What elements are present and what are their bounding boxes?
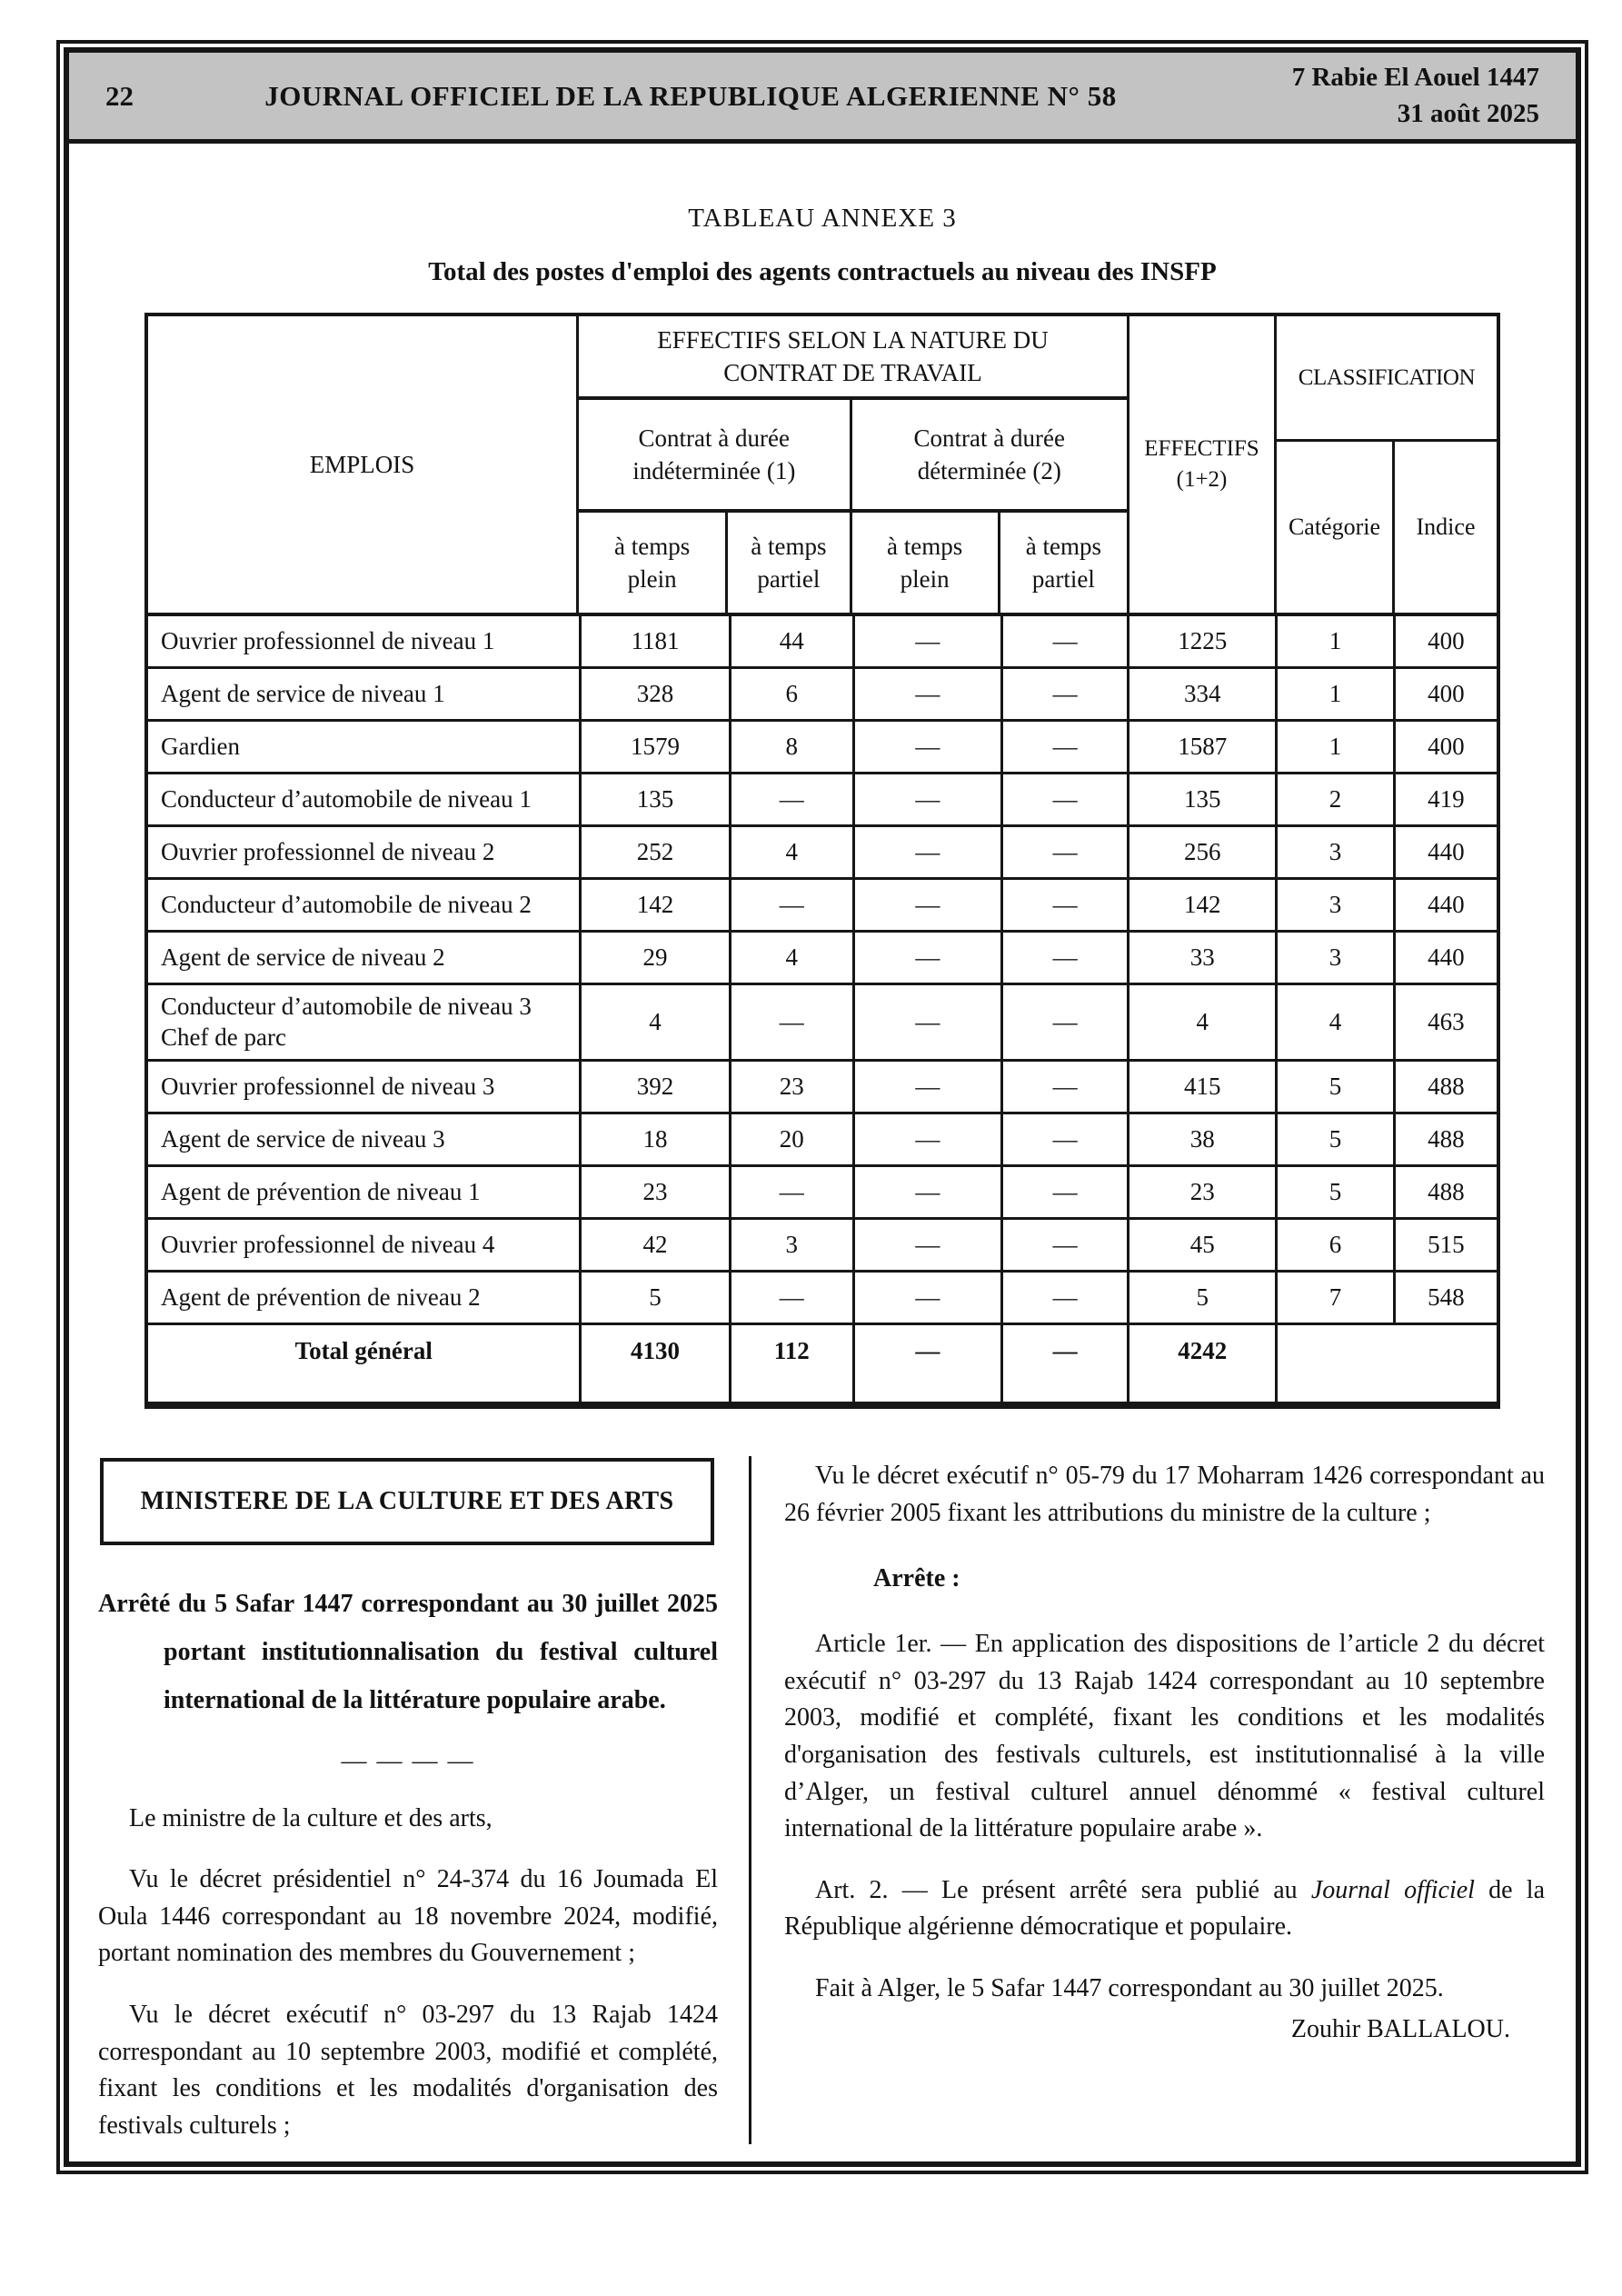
cell-effectifs: 33 bbox=[1129, 933, 1278, 983]
col-header-cdi-partiel: à temps partiel bbox=[728, 513, 851, 613]
cell-indice: 440 bbox=[1428, 837, 1465, 865]
cell-indice: 548 bbox=[1428, 1283, 1465, 1311]
cell-cdd-plein: — bbox=[855, 1167, 1003, 1217]
cell-cdi-plein: 23 bbox=[582, 1167, 731, 1217]
cell-effectifs: 256 bbox=[1129, 827, 1278, 877]
cell-total-effectifs: 4242 bbox=[1129, 1325, 1278, 1402]
cell-categorie: 1 bbox=[1278, 616, 1395, 666]
table-row bbox=[148, 1114, 1497, 1167]
cell-emploi: Ouvrier professionnel de niveau 2 bbox=[148, 827, 582, 877]
cell-cdd-partiel: — bbox=[1003, 669, 1129, 719]
cell-emploi: Agent de prévention de niveau 1 bbox=[148, 1167, 582, 1217]
header-dates bbox=[1139, 60, 1539, 131]
cell-categorie: 3 bbox=[1278, 880, 1395, 930]
cell-categorie: 5 bbox=[1278, 1062, 1395, 1112]
journal-header bbox=[69, 53, 1576, 144]
date-hijri: 7 Rabie El Aouel 1447 bbox=[1291, 63, 1539, 93]
page-number: 22 bbox=[105, 79, 134, 112]
cell-effectifs: 142 bbox=[1129, 880, 1278, 930]
cell-cdd-plein: — bbox=[855, 1114, 1003, 1164]
cell-total-cdd-plein: — bbox=[855, 1325, 1003, 1402]
cell-categorie: 2 bbox=[1278, 774, 1395, 824]
cell-cdd-partiel: — bbox=[1003, 616, 1129, 666]
cell-categorie: 5 bbox=[1278, 1167, 1395, 1217]
cell-emploi: Agent de service de niveau 3 bbox=[148, 1114, 582, 1164]
table-row bbox=[148, 827, 1497, 880]
page-frame-inner bbox=[64, 47, 1581, 2167]
journal-officiel-italic: Journal officiel bbox=[1310, 1875, 1475, 1904]
cell-indice: 400 bbox=[1428, 732, 1465, 760]
cell-effectifs: 415 bbox=[1129, 1062, 1278, 1112]
cell-cdi-partiel: 4 bbox=[731, 933, 855, 983]
cell-emploi: Agent de service de niveau 1 bbox=[148, 669, 582, 719]
col-header-cdi-plein: à temps plein bbox=[579, 513, 728, 613]
cell-cdi-partiel: — bbox=[731, 1273, 855, 1323]
cell-emploi: Gardien bbox=[148, 722, 582, 772]
cell-cdd-plein: — bbox=[855, 880, 1003, 930]
article-2-suffix: de la République algérienne démocratique et populaire. bbox=[784, 1875, 1546, 1942]
cell-emploi: Ouvrier professionnel de niveau 1 bbox=[148, 616, 582, 666]
cell-effectifs: 38 bbox=[1129, 1114, 1278, 1164]
cell-cdi-plein: 18 bbox=[582, 1114, 731, 1164]
cell-effectifs: 5 bbox=[1129, 1273, 1278, 1323]
col-header-cdd-partiel: à temps partiel bbox=[1025, 532, 1101, 593]
col-header-temps-row bbox=[579, 513, 1127, 613]
col-header-cdi: Contrat à durée indéterminée (1) bbox=[579, 400, 852, 509]
cell-total-label: Total général bbox=[148, 1325, 582, 1402]
cell-emploi: Ouvrier professionnel de niveau 4 bbox=[148, 1220, 582, 1270]
effectifs-table bbox=[144, 313, 1500, 1409]
col-header-categorie: Catégorie bbox=[1277, 442, 1395, 613]
paragraph-decret-executif-05-79: Vu le décret exécutif n° 05-79 du 17 Moharram 1426 correspondant au 26 février 2005 fixant les attributions du ministre de la culture ; bbox=[784, 1462, 1545, 1527]
cell-categorie: 1 bbox=[1278, 722, 1395, 772]
signature: Zouhir BALLALOU. bbox=[1290, 2014, 1510, 2043]
cell-cdi-plein: 42 bbox=[582, 1220, 731, 1270]
table-row bbox=[148, 774, 1497, 827]
cell-cdd-partiel: — bbox=[1003, 985, 1129, 1059]
cell-effectifs: 1587 bbox=[1129, 722, 1278, 772]
article-2-prefix: Art. 2. — Le présent arrêté sera publié au bbox=[815, 1875, 1311, 1904]
cell-effectifs: 135 bbox=[1129, 774, 1278, 824]
cell-effectifs: 334 bbox=[1129, 669, 1278, 719]
cell-cdi-partiel: 6 bbox=[731, 669, 855, 719]
cell-effectifs: 4 bbox=[1129, 985, 1278, 1059]
cell-cdd-partiel: — bbox=[1003, 722, 1129, 772]
cell-indice: 463 bbox=[1428, 1007, 1465, 1035]
cell-cdi-plein: 4 bbox=[582, 985, 731, 1059]
cell-cdd-plein: — bbox=[855, 774, 1003, 824]
table-row bbox=[148, 1167, 1497, 1220]
cell-total-cdd-partiel: — bbox=[1003, 1325, 1129, 1402]
cell-cdi-partiel: — bbox=[731, 985, 855, 1059]
paragraph-article-2 bbox=[784, 1872, 1545, 1946]
cell-cdd-plein: — bbox=[855, 933, 1003, 983]
cell-categorie: 3 bbox=[1278, 827, 1395, 877]
col-header-emplois: EMPLOIS bbox=[148, 316, 579, 613]
cell-cdi-plein: 5 bbox=[582, 1273, 731, 1323]
table-header bbox=[148, 316, 1497, 616]
cell-total-cdi-plein: 4130 bbox=[582, 1325, 731, 1402]
cell-cdd-partiel: — bbox=[1003, 774, 1129, 824]
cell-emploi: Conducteur d’automobile de niveau 3 Chef de parc bbox=[148, 985, 582, 1059]
cell-emploi: Agent de service de niveau 2 bbox=[148, 933, 582, 983]
cell-indice: 488 bbox=[1428, 1072, 1465, 1100]
table-row bbox=[148, 1220, 1497, 1273]
cell-cdd-partiel: — bbox=[1003, 1114, 1129, 1164]
paragraph-decret-presidentiel: Vu le décret présidentiel n° 24-374 du 16 Joumada El Oula 1446 correspondant au 18 novembre 2024, modifié, portant nomination des membres du Gouvernement ; bbox=[98, 1865, 718, 1968]
cell-indice: 488 bbox=[1428, 1177, 1465, 1205]
arrete-heading: Arrête : bbox=[873, 1564, 960, 1593]
cell-cdi-plein: 135 bbox=[582, 774, 731, 824]
cell-categorie: 7 bbox=[1278, 1273, 1395, 1323]
table-row bbox=[148, 616, 1497, 669]
cell-cdd-plein: — bbox=[855, 985, 1003, 1059]
arrete-title: Arrêté du 5 Safar 1447 correspondant au 30 juillet 2025 portant institutionnalisation du festival culturel international de la littérature populaire arabe. bbox=[98, 1590, 718, 1715]
cell-cdi-partiel: 20 bbox=[731, 1114, 855, 1164]
cell-categorie: 1 bbox=[1278, 669, 1395, 719]
cell-indice: 488 bbox=[1428, 1124, 1465, 1153]
cell-cdi-partiel: — bbox=[731, 1167, 855, 1217]
cell-cdd-plein: — bbox=[855, 616, 1003, 666]
col-header-effectifs bbox=[1129, 316, 1277, 613]
cell-indice: 419 bbox=[1428, 784, 1465, 813]
cell-cdd-plein: — bbox=[855, 1273, 1003, 1323]
paragraph-decret-executif-03-297: Vu le décret exécutif n° 03-297 du 13 Rajab 1424 correspondant au 10 septembre 2003, modifié et complété, fixant les conditions et les modalités d'organisation des festivals culturels ; bbox=[98, 2000, 718, 2140]
cell-cdd-plein: — bbox=[855, 1062, 1003, 1112]
cell-effectifs: 23 bbox=[1129, 1167, 1278, 1217]
ministry-box: MINISTERE DE LA CULTURE ET DES ARTS bbox=[100, 1458, 714, 1545]
cell-categorie: 6 bbox=[1278, 1220, 1395, 1270]
cell-cdi-plein: 142 bbox=[582, 880, 731, 930]
cell-cdd-partiel: — bbox=[1003, 880, 1129, 930]
paragraph-ministre: Le ministre de la culture et des arts, bbox=[129, 1803, 493, 1832]
cell-cdi-partiel: 8 bbox=[731, 722, 855, 772]
cell-cdd-partiel: — bbox=[1003, 933, 1129, 983]
cell-cdi-partiel: 23 bbox=[731, 1062, 855, 1112]
cell-effectifs: 45 bbox=[1129, 1220, 1278, 1270]
cell-total-cdi-partiel: 112 bbox=[731, 1325, 855, 1402]
cell-cdi-plein: 1181 bbox=[582, 616, 731, 666]
col-header-effectifs-sub: (1+2) bbox=[1176, 467, 1228, 492]
total-row bbox=[148, 1325, 1497, 1402]
table-row bbox=[148, 1273, 1497, 1325]
cell-cdd-plein: — bbox=[855, 827, 1003, 877]
cell-cdi-partiel: — bbox=[731, 774, 855, 824]
paragraph-article-1: Article 1er. — En application des dispositions de l’article 2 du décret exécutif n° 03-297 du 13 Rajab 1424 correspondant au 10 septembre 2003, modifié et complété, fixant les conditions et les modalités d'organisation des festivals culturels, est institutionnalisé à la ville d’Alger, un festival culturel annuel dénommé « festival culturel international de la littérature populaire arabe ». bbox=[784, 1630, 1545, 1843]
col-header-effectifs-label: EFFECTIFS bbox=[1144, 436, 1259, 462]
cell-cdd-partiel: — bbox=[1003, 827, 1129, 877]
cell-cdi-plein: 328 bbox=[582, 669, 731, 719]
journal-title: JOURNAL OFFICIEL DE LA REPUBLIQUE ALGERIENNE N° 58 bbox=[264, 79, 1117, 112]
cell-categorie: 5 bbox=[1278, 1114, 1395, 1164]
cell-indice: 515 bbox=[1428, 1230, 1465, 1258]
table-row bbox=[148, 722, 1497, 774]
cell-emploi: Ouvrier professionnel de niveau 3 bbox=[148, 1062, 582, 1112]
decree-section bbox=[85, 1456, 1559, 2144]
col-header-classification-sub bbox=[1277, 442, 1497, 613]
cell-cdd-plein: — bbox=[855, 669, 1003, 719]
col-header-cdd-plein: à temps plein bbox=[852, 513, 1000, 613]
cell-cdd-partiel: — bbox=[1003, 1062, 1129, 1112]
cell-emploi: Agent de prévention de niveau 2 bbox=[148, 1273, 582, 1323]
cell-indice: 400 bbox=[1428, 679, 1465, 707]
page-content bbox=[69, 144, 1576, 2161]
decree-right-column bbox=[749, 1456, 1547, 2144]
cell-cdd-plein: — bbox=[855, 722, 1003, 772]
cell-cdi-plein: 392 bbox=[582, 1062, 731, 1112]
cell-indice: 440 bbox=[1428, 943, 1465, 971]
table-row bbox=[148, 669, 1497, 722]
col-header-nature-group bbox=[579, 316, 1129, 613]
cell-effectifs: 1225 bbox=[1129, 616, 1278, 666]
col-header-classification: CLASSIFICATION bbox=[1277, 316, 1497, 442]
cell-total-classification-empty bbox=[1278, 1325, 1497, 1402]
section-separator: — — — — bbox=[341, 1746, 475, 1775]
cell-emploi: Conducteur d’automobile de niveau 2 bbox=[148, 880, 582, 930]
cell-emploi: Conducteur d’automobile de niveau 1 bbox=[148, 774, 582, 824]
annex-subtitle: Total des postes d'emploi des agents contractuels au niveau des INSFP bbox=[428, 257, 1217, 286]
col-header-classification-group bbox=[1277, 316, 1497, 613]
cell-categorie: 3 bbox=[1278, 933, 1395, 983]
cell-cdi-partiel: — bbox=[731, 880, 855, 930]
col-header-contrats bbox=[579, 400, 1127, 513]
table-row bbox=[148, 933, 1497, 985]
date-gregorian: 31 août 2025 bbox=[1397, 98, 1539, 128]
cell-cdi-partiel: 3 bbox=[731, 1220, 855, 1270]
decree-left-column bbox=[98, 1456, 749, 2144]
annex-title: TABLEAU ANNEXE 3 bbox=[688, 204, 957, 233]
cell-cdi-plein: 252 bbox=[582, 827, 731, 877]
page-frame bbox=[56, 40, 1588, 2174]
cell-indice: 400 bbox=[1428, 626, 1465, 654]
cell-indice: 440 bbox=[1428, 890, 1465, 918]
cell-cdd-partiel: — bbox=[1003, 1167, 1129, 1217]
cell-cdi-partiel: 4 bbox=[731, 827, 855, 877]
col-header-nature: EFFECTIFS SELON LA NATURE DU CONTRAT DE TRAVAIL bbox=[579, 316, 1127, 400]
col-header-indice: Indice bbox=[1416, 514, 1476, 541]
cell-cdi-plein: 1579 bbox=[582, 722, 731, 772]
cell-cdi-partiel: 44 bbox=[731, 616, 855, 666]
table-row bbox=[148, 985, 1497, 1062]
col-header-cdd: Contrat à durée déterminée (2) bbox=[913, 424, 1065, 484]
cell-cdi-plein: 29 bbox=[582, 933, 731, 983]
paragraph-fait-a-alger: Fait à Alger, le 5 Safar 1447 correspondant au 30 juillet 2025. bbox=[815, 1973, 1444, 2002]
cell-cdd-plein: — bbox=[855, 1220, 1003, 1270]
cell-cdd-partiel: — bbox=[1003, 1273, 1129, 1323]
cell-cdd-partiel: — bbox=[1003, 1220, 1129, 1270]
table-row bbox=[148, 880, 1497, 933]
table-row bbox=[148, 1062, 1497, 1114]
cell-categorie: 4 bbox=[1278, 985, 1395, 1059]
